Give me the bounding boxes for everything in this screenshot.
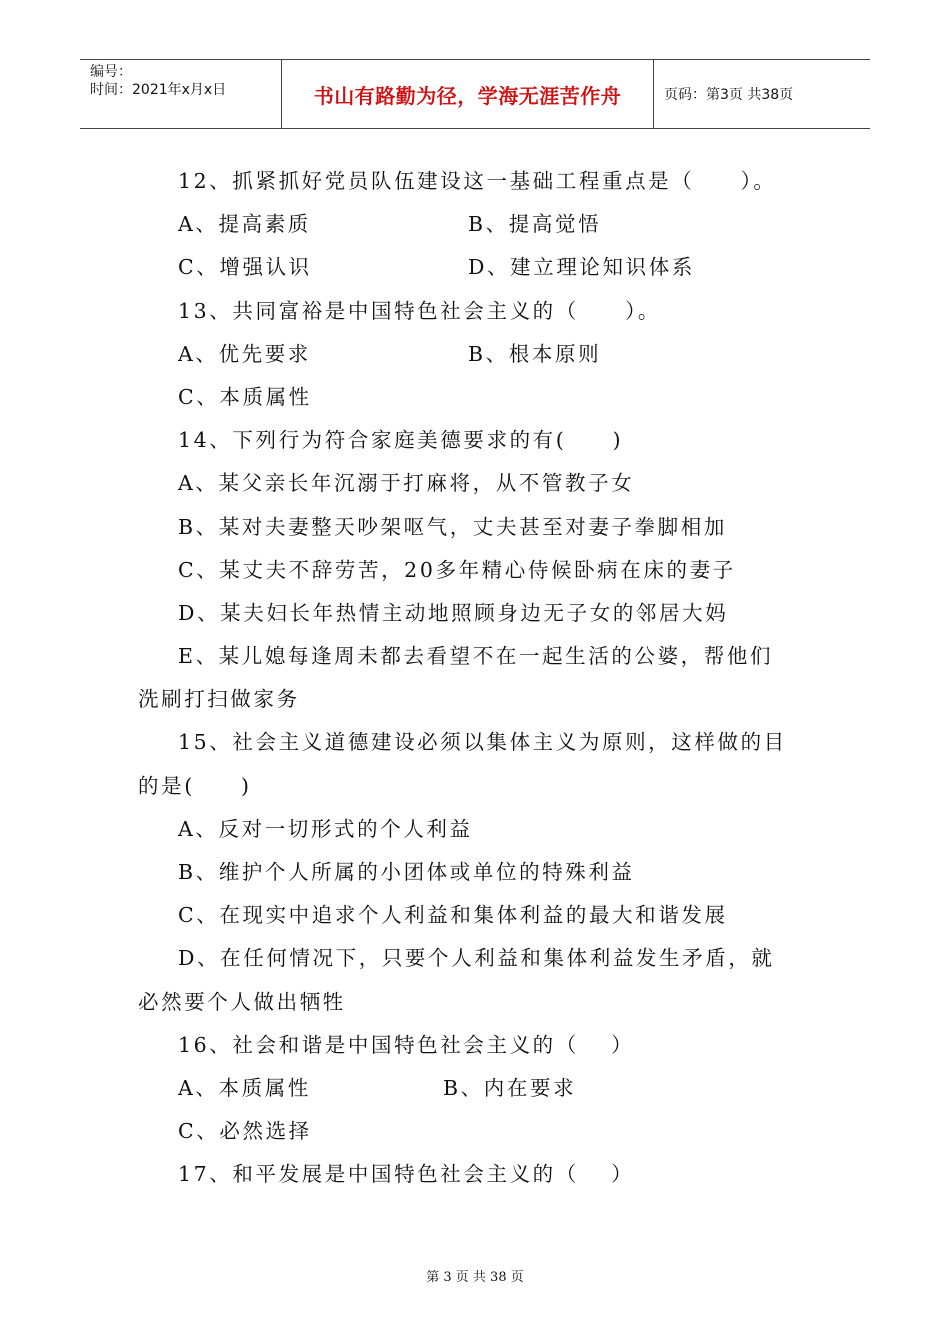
question-stem: 15、社会主义道德建设必须以集体主义为原则，这样做的目 [178, 730, 787, 755]
answer-option: A、某父亲长年沉溺于打麻将，从不管教子女 [178, 471, 635, 496]
question-stem: 12、抓紧抓好党员队伍建设这一基础工程重点是（ ）。 [178, 169, 777, 193]
option-row [138, 203, 818, 246]
question-stem: 14、下列行为符合家庭美德要求的有( ) [178, 428, 624, 453]
answer-option: B、某对夫妻整天吵架呕气，丈夫甚至对妻子拳脚相加 [178, 514, 727, 539]
answer-option: E、某儿媳每逢周未都去看望不在一起生活的公婆，帮他们 [178, 644, 774, 669]
answer-option: A、本质属性 [178, 1075, 311, 1100]
question-stem: 13、共同富裕是中国特色社会主义的（ ）。 [178, 298, 662, 323]
header-motto: 书山有路勤为径，学海无涯苦作舟 [282, 60, 654, 128]
question-stem: 17、和平发展是中国特色社会主义的（ ） [178, 1162, 635, 1187]
page-footer: 第 3 页 共 38 页 [426, 1270, 524, 1285]
answer-option: 必然要个人做出牺牲 [138, 989, 346, 1014]
answer-option: D、建立理论知识体系 [468, 255, 695, 280]
answer-option: C、某丈夫不辞劳苦，20多年精心侍候卧病在床的妻子 [178, 557, 736, 582]
answer-option: C、增强认识 [178, 255, 312, 280]
number-label: 编号： [90, 64, 132, 80]
header-meta [80, 60, 282, 128]
answer-option: A、优先要求 [178, 341, 311, 366]
option-row [138, 246, 818, 289]
answer-option: C、本质属性 [178, 384, 312, 409]
option-row [138, 1110, 818, 1153]
option-row [138, 376, 818, 419]
answer-option: D、在任何情况下，只要个人利益和集体利益发生矛盾，就 [178, 946, 775, 971]
question-stem: 的是( ) [138, 773, 252, 798]
option-row [138, 333, 818, 376]
answer-option: D、某夫妇长年热情主动地照顾身边无子女的邻居大妈 [178, 600, 729, 625]
answer-option: B、根本原则 [468, 341, 602, 366]
header-page-info: 页码：第3页 共38页 [664, 87, 794, 103]
answer-option: B、维护个人所属的小团体或单位的特殊利益 [178, 860, 635, 884]
answer-option: B、提高觉悟 [468, 212, 602, 237]
answer-option: 洗刷打扫做家务 [138, 687, 300, 712]
question-content [138, 160, 818, 1197]
answer-option: B、内在要求 [443, 1075, 577, 1100]
option-row [138, 1067, 818, 1110]
answer-option: A、提高素质 [178, 212, 311, 237]
answer-option: A、反对一切形式的个人利益 [178, 816, 473, 841]
question-stem: 16、社会和谐是中国特色社会主义的（ ） [178, 1032, 635, 1057]
page-header [80, 59, 870, 129]
answer-option: C、必然选择 [178, 1119, 312, 1144]
answer-option: C、在现实中追求个人利益和集体利益的最大和谐发展 [178, 903, 728, 928]
time-label: 时间：2021年x月x日 [90, 82, 227, 98]
